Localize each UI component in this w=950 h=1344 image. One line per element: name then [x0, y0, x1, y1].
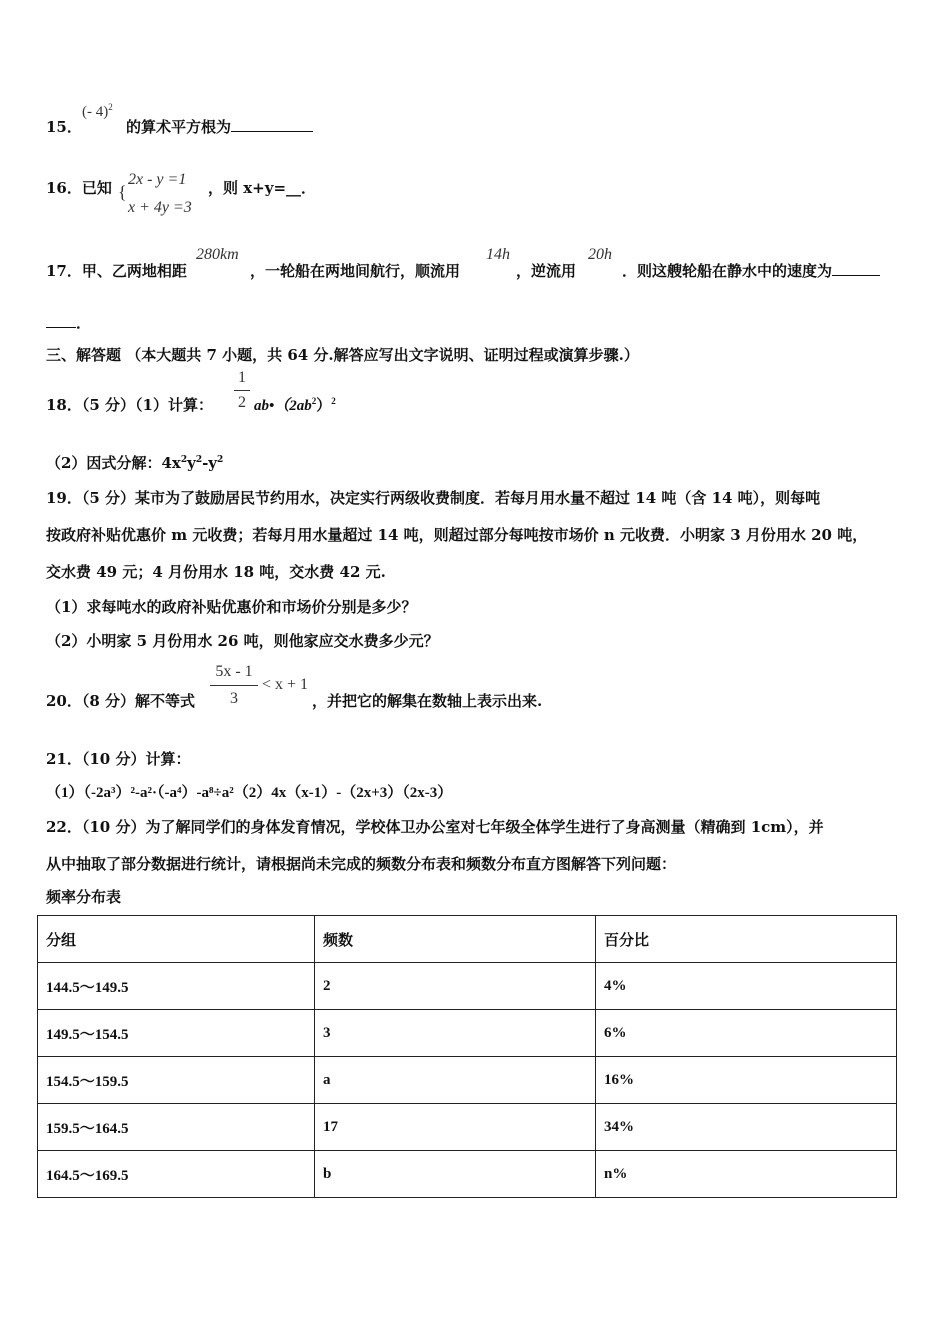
- answer-blank[interactable]: [231, 131, 313, 132]
- cell-group: 149.5～154.5: [38, 1010, 315, 1057]
- cell-percent: 4%: [596, 963, 897, 1010]
- frequency-table: [37, 915, 897, 1198]
- question-17-part1: ，一轮船在两地间航行，顺流用: [250, 262, 461, 280]
- question-17-part2: ，逆流用: [516, 262, 577, 280]
- cell-group: 154.5～159.5: [38, 1057, 315, 1104]
- cell-group: 164.5～169.5: [38, 1151, 315, 1198]
- question-19-line-2: 按政府补贴优惠价 m 元收费；若每月用水量超过 14 吨，则超过部分每吨按市场价 n 元收费．小明家 3 月份用水 20 吨，: [46, 526, 868, 544]
- question-15-expression: (- 4)$^2$: [82, 102, 113, 120]
- inequality-denominator: 3: [230, 690, 238, 707]
- fraction-bar: [234, 390, 250, 391]
- cell-frequency: 17: [315, 1104, 596, 1151]
- table-row: [38, 963, 897, 1010]
- equation-1: 2x - y =1: [128, 171, 187, 188]
- equation-2: x + 4y =3: [128, 199, 192, 216]
- question-19-sub-2: （2）小明家 5 月份用水 26 吨，则他家应交水费多少元？: [46, 632, 439, 650]
- question-17-continuation: ．: [46, 312, 91, 333]
- header-percent: 百分比: [596, 916, 897, 963]
- inequality-rhs: < x + 1: [262, 676, 309, 693]
- cell-frequency: 3: [315, 1010, 596, 1057]
- question-22-line-1: 22．（10 分）为了解同学们的身体发育情况，学校体卫办公室对七年级全体学生进行了身高测量（精确到 1cm），并: [46, 818, 824, 836]
- question-19-line-1: 19．（5 分）某市为了鼓励居民节约用水，决定实行两级收费制度．若每月用水量不超过 14 吨（含 14 吨），则每吨: [46, 489, 821, 507]
- table-row: [38, 1104, 897, 1151]
- question-21-number: 21．（10 分）计算：: [46, 750, 191, 768]
- cell-frequency: 2: [315, 963, 596, 1010]
- question-20-text: ，并把它的解集在数轴上表示出来.: [312, 692, 543, 710]
- table-header-row: [38, 916, 897, 963]
- table-row: [38, 1151, 897, 1198]
- question-21-expression: （1）（-2a³）²-a²·（-a⁴）-a⁸÷a²（2）4x（x-1）-（2x+3）（2x-3）: [46, 785, 453, 801]
- question-15-text: 的算术平方根为: [126, 116, 313, 137]
- question-20-number: 20．（8 分）解不等式: [46, 692, 196, 710]
- question-18-expression: $ab•(2ab^2)^2$: [254, 396, 336, 414]
- question-19-line-3: 交水费 49 元；4 月份用水 18 吨，交水费 42 元.: [46, 563, 386, 581]
- header-frequency: 频数: [315, 916, 596, 963]
- cell-frequency: b: [315, 1151, 596, 1198]
- question-17-line: [46, 260, 187, 281]
- question-17-part3: ．则这艘轮船在静水中的速度为: [622, 260, 880, 281]
- question-18-number: 18．（5 分）（1）计算：: [46, 396, 213, 414]
- cell-percent: 34%: [596, 1104, 897, 1151]
- section-heading: 三、解答题 （本大题共 7 小题，共 64 分.解答应写出文字说明、证明过程或演算步骤.）: [46, 346, 639, 364]
- question-16-number: 16．已知: [46, 179, 112, 197]
- fraction-denominator: 2: [238, 394, 246, 411]
- fraction-numerator: 1: [238, 369, 246, 386]
- table-row: [38, 1010, 897, 1057]
- answer-blank-continued[interactable]: [46, 327, 76, 328]
- question-19-sub-1: （1）求每吨水的政府补贴优惠价和市场价分别是多少？: [46, 598, 417, 616]
- cell-percent: n%: [596, 1151, 897, 1198]
- cell-group: 144.5～149.5: [38, 963, 315, 1010]
- table-row: [38, 1057, 897, 1104]
- inequality-numerator: 5x - 1: [215, 663, 253, 680]
- cell-percent: 16%: [596, 1057, 897, 1104]
- distance-value: 280km: [196, 246, 239, 263]
- cell-percent: 6%: [596, 1010, 897, 1057]
- downstream-time: 14h: [486, 246, 510, 263]
- question-15-number: 15．: [46, 118, 82, 136]
- cell-frequency: a: [315, 1057, 596, 1104]
- inequality-fraction-bar: [210, 685, 258, 686]
- answer-blank[interactable]: [832, 275, 880, 276]
- header-group: 分组: [38, 916, 315, 963]
- question-22-line-2: 从中抽取了部分数据进行统计，请根据尚未完成的频数分布表和频数分布直方图解答下列问题：: [46, 855, 677, 873]
- question-17-lead: 17．甲、乙两地相距: [46, 262, 187, 280]
- question-18-part2: （2）因式分解：$4x^2y^2-y^2$: [46, 454, 224, 472]
- table-title: 频率分布表: [46, 888, 122, 906]
- upstream-time: 20h: [588, 246, 612, 263]
- question-16-text: ，则 x+y=__．: [208, 179, 317, 197]
- cell-group: 159.5～164.5: [38, 1104, 315, 1151]
- equation-system-brace: {: [118, 182, 127, 202]
- question-15: [46, 116, 82, 137]
